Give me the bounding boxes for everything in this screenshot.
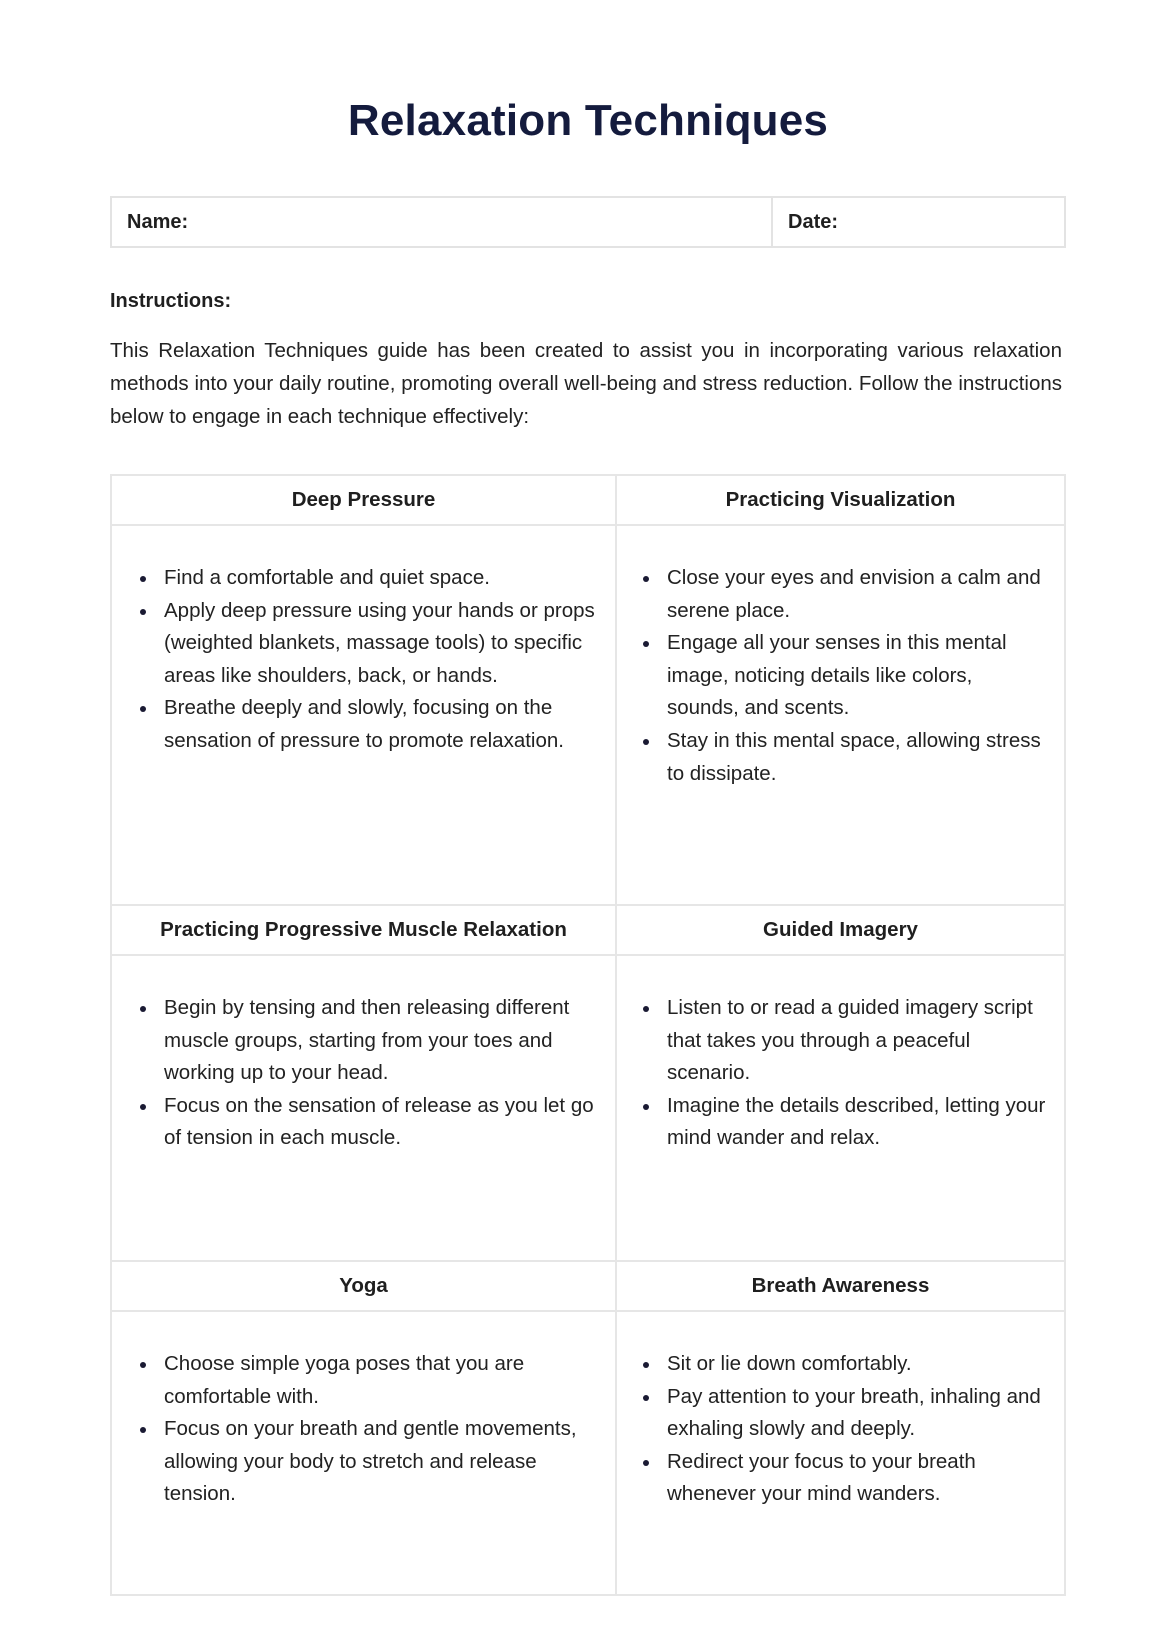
list-item: Listen to or read a guided imagery script that takes you through a peaceful scenario. [667, 992, 1048, 1090]
table-row [112, 526, 1064, 906]
technique-steps-yoga [112, 1312, 617, 1596]
list-item: Find a comfortable and quiet space. [164, 562, 595, 595]
steps-list [112, 562, 615, 758]
table-header-row [112, 476, 1064, 526]
table-row [112, 1312, 1064, 1596]
page-title: Relaxation Techniques [347, 96, 829, 145]
technique-title-guided-imagery: Guided Imagery [617, 906, 1064, 956]
technique-steps-progressive-muscle-relaxation [112, 956, 617, 1262]
technique-title-yoga: Yoga [112, 1262, 617, 1312]
date-field[interactable] [773, 198, 1064, 246]
list-item: Pay attention to your breath, inhaling and exhaling slowly and deeply. [667, 1381, 1048, 1446]
steps-list [617, 992, 1064, 1155]
list-item: Close your eyes and envision a calm and serene place. [667, 562, 1048, 627]
list-item: Engage all your senses in this mental image, noticing details like colors, sounds, and scents. [667, 627, 1048, 725]
technique-title-visualization: Practicing Visualization [617, 476, 1064, 526]
steps-list [617, 1348, 1064, 1511]
list-item: Focus on your breath and gentle movements, allowing your body to stretch and release tension. [164, 1413, 595, 1511]
list-item: Sit or lie down comfortably. [667, 1348, 1048, 1381]
technique-steps-guided-imagery [617, 956, 1064, 1262]
name-field[interactable] [112, 198, 773, 246]
steps-list [112, 1348, 615, 1511]
technique-title-progressive-muscle-relaxation: Practicing Progressive Muscle Relaxation [112, 906, 617, 956]
list-item: Choose simple yoga poses that you are comfortable with. [164, 1348, 595, 1413]
list-item: Begin by tensing and then releasing different muscle groups, starting from your toes and working up to your head. [164, 992, 595, 1090]
technique-steps-deep-pressure [112, 526, 617, 906]
technique-title-deep-pressure: Deep Pressure [112, 476, 617, 526]
instructions-heading: Instructions: [110, 290, 232, 312]
list-item: Stay in this mental space, allowing stress to dissipate. [667, 725, 1048, 790]
techniques-table [110, 474, 1066, 1596]
list-item: Redirect your focus to your breath whenever your mind wanders. [667, 1446, 1048, 1511]
list-item: Apply deep pressure using your hands or props (weighted blankets, massage tools) to specific areas like shoulders, back, or hands. [164, 595, 595, 693]
table-header-row [112, 1262, 1064, 1312]
technique-title-breath-awareness: Breath Awareness [617, 1262, 1064, 1312]
steps-list [112, 992, 615, 1155]
steps-list [617, 562, 1064, 790]
instructions-text: This Relaxation Techniques guide has been created to assist you in incorporating various relaxation methods into your daily routine, promoting overall well-being and stress reduction. Follow the instructions below to engage in each technique effectively: [110, 339, 1062, 428]
list-item: Imagine the details described, letting your mind wander and relax. [667, 1090, 1048, 1155]
name-label: Name: [127, 210, 189, 233]
date-label: Date: [788, 210, 839, 233]
technique-steps-breath-awareness [617, 1312, 1064, 1596]
name-date-table [110, 196, 1066, 248]
table-row [112, 956, 1064, 1262]
table-header-row [112, 906, 1064, 956]
list-item: Focus on the sensation of release as you let go of tension in each muscle. [164, 1090, 595, 1155]
list-item: Breathe deeply and slowly, focusing on the sensation of pressure to promote relaxation. [164, 692, 595, 757]
technique-steps-visualization [617, 526, 1064, 906]
